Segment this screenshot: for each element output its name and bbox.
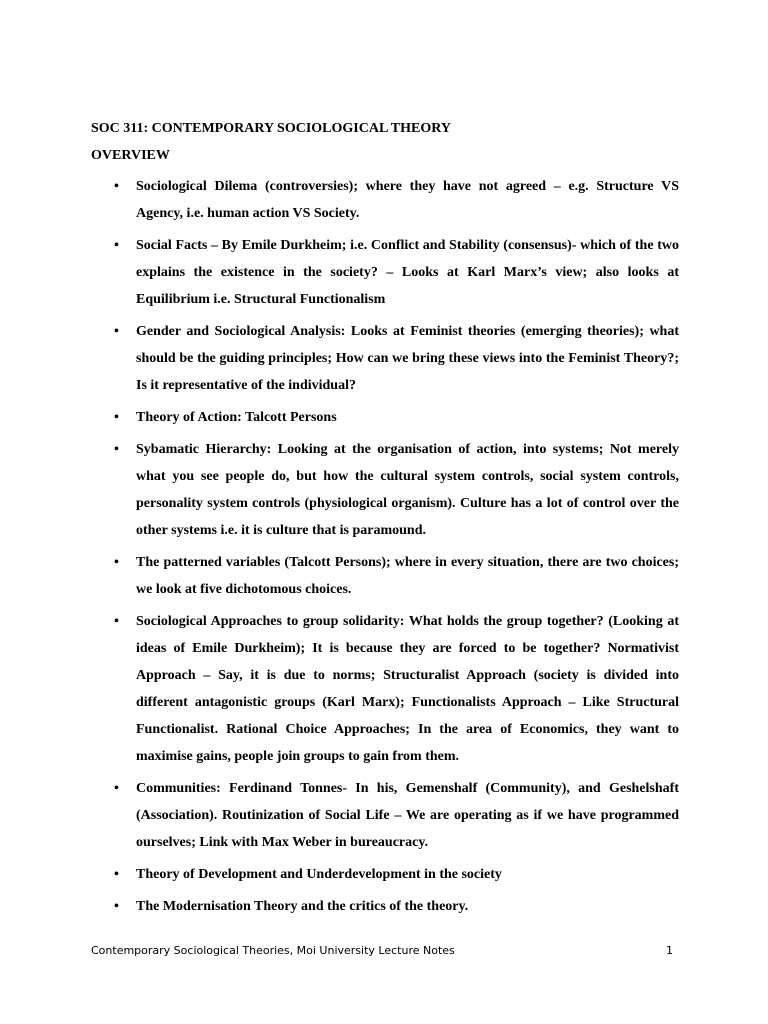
list-item-text: Sociological Dilema (controversies); where they have not agreed – e.g. Structure VS Agency, i.e. human action VS Society. — [136, 179, 679, 221]
bullet-icon: • — [114, 899, 119, 914]
list-item — [91, 608, 679, 770]
list-item — [91, 775, 679, 856]
list-item-text: Social Facts – By Emile Durkheim; i.e. Conflict and Stability (consensus)- which of the two explains the existence in the society? – Looks at Karl Marx’s view; also looks at Equilibrium i.e. Structural Functionalism — [136, 238, 679, 307]
bullet-icon: • — [114, 324, 119, 339]
bullet-icon: • — [114, 781, 119, 796]
list-item — [91, 318, 679, 399]
bullet-icon: • — [114, 442, 119, 457]
footer-text: Contemporary Sociological Theories, Moi University Lecture Notes — [91, 944, 455, 957]
list-item-text: Sociological Approaches to group solidarity: What holds the group together? (Looking at ideas of Emile Durkheim); It is because they are forced to be together? Normativist Approach – Say, it is due to norms; Structuralist Approach (society is divided into different antagonistic groups (Karl Marx); Functionalists Approach – Like Structural Functionalist. Rational Choice Approaches; In the area of Economics, they want to maximise gains, people join groups to gain from them. — [136, 614, 679, 764]
bullet-icon: • — [114, 410, 119, 425]
bullet-icon: • — [114, 238, 119, 253]
list-item-text: Theory of Action: Talcott Persons — [136, 410, 337, 425]
bullet-icon: • — [114, 555, 119, 570]
overview-bullet-list — [91, 173, 679, 925]
list-item-text: Gender and Sociological Analysis: Looks at Feminist theories (emerging theories); what should be the guiding principles; How can we bring these views into the Feminist Theory?; Is it representative of the individual? — [136, 324, 679, 393]
page-number: 1 — [666, 944, 673, 957]
list-item-text: Sybamatic Hierarchy: Looking at the organisation of action, into systems; Not merely what you see people do, but how the cultural system controls, social system controls, personality system controls (physiological organism). Culture has a lot of control over the other systems i.e. it is culture that is paramound. — [136, 442, 679, 538]
bullet-icon: • — [114, 179, 119, 194]
document-title: SOC 311: CONTEMPORARY SOCIOLOGICAL THEORY — [91, 121, 451, 136]
bullet-icon: • — [114, 614, 119, 629]
section-heading-overview: OVERVIEW — [91, 148, 170, 163]
list-item-text: The Modernisation Theory and the critics of the theory. — [136, 899, 469, 914]
list-item — [91, 893, 679, 920]
bullet-icon: • — [114, 867, 119, 882]
list-item — [91, 861, 679, 888]
list-item-text: The patterned variables (Talcott Persons); where in every situation, there are two choices; we look at five dichotomous choices. — [136, 555, 679, 597]
list-item — [91, 549, 679, 603]
list-item-text: Theory of Development and Underdevelopment in the society — [136, 867, 502, 882]
list-item — [91, 173, 679, 227]
list-item — [91, 436, 679, 544]
list-item-text: Communities: Ferdinand Tonnes- In his, Gemenshalf (Community), and Geshelshaft (Association). Routinization of Social Life – We are operating as if we have programmed ourselves; Link with Max Weber in bureaucracy. — [136, 781, 679, 850]
list-item — [91, 404, 679, 431]
list-item — [91, 232, 679, 313]
